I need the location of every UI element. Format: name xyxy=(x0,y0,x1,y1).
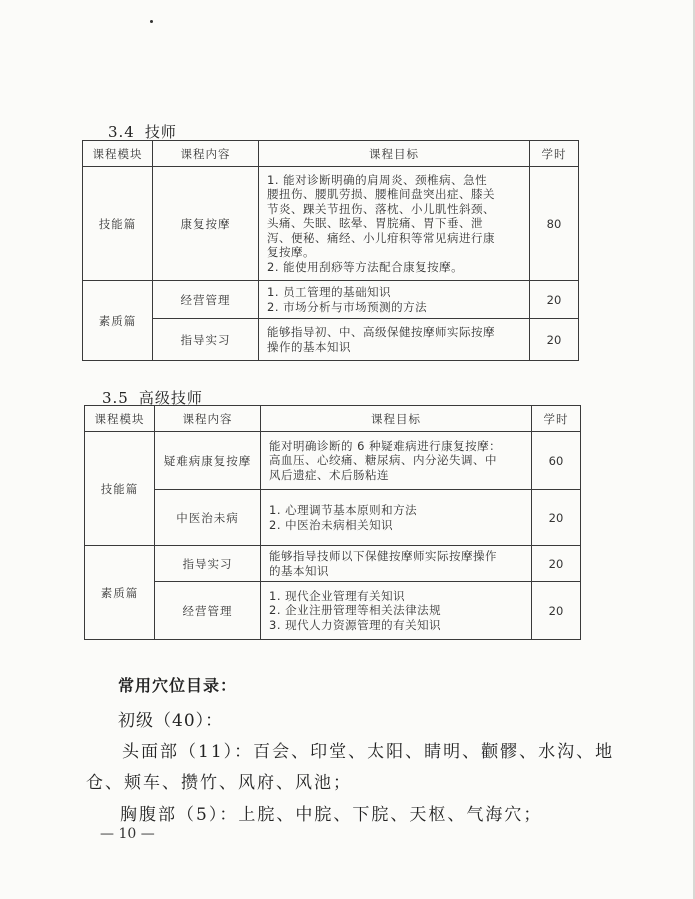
content-cell: 经营管理 xyxy=(155,582,261,640)
goal-line: 的基本知识 xyxy=(269,563,329,578)
section-number: 3.5 xyxy=(102,389,129,407)
module-cell: 技能篇 xyxy=(83,167,153,281)
hours-cell: 20 xyxy=(532,490,581,546)
goal-line: 能够指导技师以下保健按摩师实际按摩操作 xyxy=(269,549,497,563)
acupoint-head-line-2: 仓、颊车、攒竹、风府、风池； xyxy=(86,773,352,793)
section-name: 高级技师 xyxy=(138,389,203,407)
goal-line: 泻、便秘、痛经、小儿疳积等常见病进行康 xyxy=(267,230,495,245)
goal-cell xyxy=(259,281,530,319)
section-number: 3.4 xyxy=(108,123,135,141)
table-row xyxy=(83,319,579,361)
goal-line: 头痛、失眠、眩晕、胃脘痛、胃下垂、泄 xyxy=(267,216,483,231)
header-goal: 课程目标 xyxy=(259,141,530,167)
header-hours: 学时 xyxy=(532,406,581,432)
content-cell: 疑难病康复按摩 xyxy=(155,432,261,490)
section-name: 技师 xyxy=(144,123,177,141)
goal-line: 腰扭伤、腰肌劳损、腰椎间盘突出症、膝关 xyxy=(267,187,495,202)
table-header-row xyxy=(83,141,579,167)
table-row xyxy=(85,432,581,490)
content-cell: 经营管理 xyxy=(153,281,259,319)
page-number: — 10 — xyxy=(100,826,155,842)
goal-line: 节炎、踝关节扭伤、落枕、小儿肌性斜颈、 xyxy=(267,201,495,216)
header-module: 课程模块 xyxy=(85,406,155,432)
goal-line: 2. 企业注册管理等相关法律法规 xyxy=(269,603,442,618)
goal-cell xyxy=(261,490,532,546)
content-cell: 指导实习 xyxy=(153,319,259,361)
goal-line: 操作的基本知识 xyxy=(267,339,351,354)
hours-cell: 60 xyxy=(532,432,581,490)
header-content: 课程内容 xyxy=(155,406,261,432)
table-row xyxy=(83,281,579,319)
goal-line: 1. 能对诊断明确的肩周炎、颈椎病、急性 xyxy=(267,172,488,187)
acupoint-heading: 常用穴位目录： xyxy=(118,676,238,695)
header-hours: 学时 xyxy=(530,141,579,167)
goal-cell xyxy=(261,546,532,582)
goal-line: 1. 现代企业管理有关知识 xyxy=(269,588,406,603)
goal-line: 2. 市场分析与市场预测的方法 xyxy=(267,299,428,314)
goal-cell xyxy=(261,582,532,640)
module-cell: 素质篇 xyxy=(85,546,155,640)
goal-line: 1. 心理调节基本原则和方法 xyxy=(269,503,418,517)
header-content: 课程内容 xyxy=(153,141,259,167)
acupoint-level: 初级（40）： xyxy=(118,711,224,731)
acupoint-head-line-1: 头面部（11）：百会、印堂、太阳、睛明、颧髎、水沟、地 xyxy=(122,742,615,762)
section-3-4-title xyxy=(108,121,177,142)
goal-cell xyxy=(259,167,530,281)
goal-line: 2. 能使用刮痧等方法配合康复按摩。 xyxy=(267,259,464,274)
table-row xyxy=(85,546,581,582)
hours-cell: 20 xyxy=(532,582,581,640)
goal-line: 风后遗症、术后肠粘连 xyxy=(269,467,389,482)
content-cell: 指导实习 xyxy=(155,546,261,582)
content-cell: 中医治未病 xyxy=(155,490,261,546)
table-row xyxy=(85,490,581,546)
goal-cell xyxy=(261,432,532,490)
table-row xyxy=(85,582,581,640)
header-goal: 课程目标 xyxy=(261,406,532,432)
table-senior-technician xyxy=(84,405,581,640)
goal-line: 能够指导初、中、高级保健按摩师实际按摩 xyxy=(267,325,495,339)
hours-cell: 20 xyxy=(530,319,579,361)
table-row xyxy=(83,167,579,281)
goal-line: 3. 现代人力资源管理的有关知识 xyxy=(269,617,442,632)
hours-cell: 20 xyxy=(532,546,581,582)
goal-line: 能对明确诊断的 6 种疑难病进行康复按摩： xyxy=(269,438,502,453)
table-header-row xyxy=(85,406,581,432)
goal-line: 高血压、心绞痛、糖尿病、内分泌失调、中 xyxy=(269,453,497,468)
table-technician xyxy=(82,140,579,361)
hours-cell: 20 xyxy=(530,281,579,319)
module-cell: 素质篇 xyxy=(83,281,153,361)
goal-line: 复按摩。 xyxy=(267,245,315,260)
hours-cell: 80 xyxy=(530,167,579,281)
goal-line: 2. 中医治未病相关知识 xyxy=(269,517,394,532)
content-cell: 康复按摩 xyxy=(153,167,259,281)
goal-cell xyxy=(259,319,530,361)
acupoint-chest-line: 胸腹部（5）：上脘、中脘、下脘、天枢、气海穴； xyxy=(120,805,543,825)
module-cell: 技能篇 xyxy=(85,432,155,546)
ink-dot xyxy=(150,20,153,23)
goal-line: 1. 员工管理的基础知识 xyxy=(267,285,392,299)
header-module: 课程模块 xyxy=(83,141,153,167)
